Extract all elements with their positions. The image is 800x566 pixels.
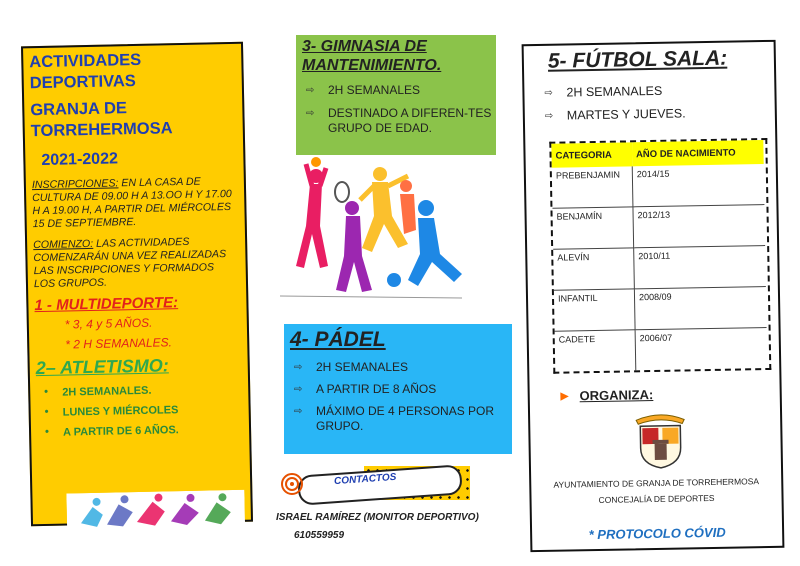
atletismo-title: 2– ATLETISMO: [35, 355, 169, 379]
multideporte-title: 1 - MULTIDEPORTE: [34, 294, 179, 315]
title-line: ACTIVIDADES [29, 50, 142, 72]
category-table-wrapper [549, 138, 771, 374]
futbol-title: 5- FÚTBOL SALA: [547, 46, 728, 73]
table-row [553, 246, 766, 291]
comienzo-label: COMIENZO: [33, 237, 94, 252]
padel-item: ⇨ A PARTIR DE 8 AÑOS [290, 382, 506, 397]
inscripciones-block [32, 175, 237, 231]
table-row [555, 328, 768, 372]
table-row [554, 287, 767, 332]
title-line: GRANJA DE [30, 99, 128, 120]
inscripciones-text: EN LA CASA DE CULTURA DE 09.00 H A 13.OO H Y 17.00 H A 19.00 H, A PARTIR DEL MIÉRCOLES 15 DE SEPTIEMBRE. [32, 175, 232, 231]
org-line2: CONCEJALÍA DE DEPORTES [598, 492, 715, 505]
gimnasia-item: ⇨ DESTINADO A DIFEREN-TES GRUPO DE EDAD. [302, 106, 498, 136]
runners-silhouette-icon [66, 490, 245, 534]
table-cell: 2014/15 [632, 164, 764, 207]
gimnasia-item: ⇨ 2H SEMANALES [302, 83, 490, 98]
contact-banner [276, 464, 476, 504]
season: 2021-2022 [41, 150, 119, 169]
table-cell: CADETE [555, 330, 636, 372]
arrow-right-icon: ► [557, 387, 572, 404]
atletismo-item: • A PARTIR DE 6 AÑOS. [37, 423, 241, 439]
contact-label: CONTACTOS [333, 471, 397, 488]
contact-target-icon [280, 472, 304, 496]
comienzo-block [33, 235, 238, 291]
padel-title: 4- PÁDEL [290, 328, 386, 351]
protocolo-covid: * PROTOCOLO CÓVID [588, 524, 726, 543]
table-row [552, 205, 765, 250]
gimnasia-title: 3- GIMNASIA DE [302, 38, 427, 55]
atletismo-item: • 2H SEMANALES. [36, 383, 240, 399]
table-cell: ALEVÍN [553, 248, 634, 290]
multideporte-item: * 2 H SEMANALES. [65, 335, 173, 352]
futbol-item: ⇨ MARTES Y JUEVES. [541, 105, 759, 124]
table-cell: INFANTIL [554, 289, 635, 331]
coat-of-arms-icon [632, 409, 689, 470]
title-line: DEPORTIVAS [29, 71, 136, 93]
organiza-label: ORGANIZA: [579, 386, 654, 403]
organiza-row [558, 384, 780, 404]
table-cell: 2012/13 [633, 205, 765, 248]
table-header-row [551, 140, 763, 168]
gimnasia-title: MANTENIMIENTO. [302, 57, 442, 74]
table-cell: BENJAMÍN [552, 207, 633, 249]
padel-box [284, 324, 512, 454]
contact-name: ISRAEL RAMÍREZ (MONITOR DEPORTIVO) [276, 512, 479, 523]
table-cell: 2006/07 [639, 332, 673, 344]
athletes-silhouette-icon [276, 156, 472, 302]
title-line: TORREHERMOSA [30, 119, 173, 141]
category-table [551, 140, 767, 372]
padel-item: ⇨ MÁXIMO DE 4 PERSONAS POR GRUPO. [290, 404, 496, 434]
comienzo-text: LAS ACTIVIDADES COMENZARÁN UNA VEZ REALIZADAS LAS INSCRIPCIONES Y FORMADOS LOS GRUPOS. [33, 235, 227, 291]
org-line1: AYUNTAMIENTO DE GRANJA DE TORREHERMOSA [553, 476, 760, 490]
table-cell: 2010/11 [634, 246, 766, 289]
left-panel [21, 42, 253, 527]
gimnasia-box [296, 35, 496, 155]
multideporte-item: * 3, 4 y 5 AÑOS. [64, 315, 153, 332]
futbol-item: ⇨ 2H SEMANALES [540, 82, 758, 101]
table-cell: PREBENJAMIN [552, 166, 633, 208]
atletismo-item: • LUNES Y MIÉRCOLES [37, 403, 241, 419]
contact-phone: 610559959 [294, 530, 345, 541]
table-row [552, 164, 765, 208]
table-header: CATEGORIA [551, 142, 632, 167]
right-panel [522, 40, 785, 552]
table-header: AÑO DE NACIMIENTO [632, 140, 764, 166]
inscripciones-label: INSCRIPCIONES: [31, 177, 119, 192]
padel-item: ⇨ 2H SEMANALES [290, 360, 506, 375]
table-cell: 2008/09 [634, 287, 766, 330]
